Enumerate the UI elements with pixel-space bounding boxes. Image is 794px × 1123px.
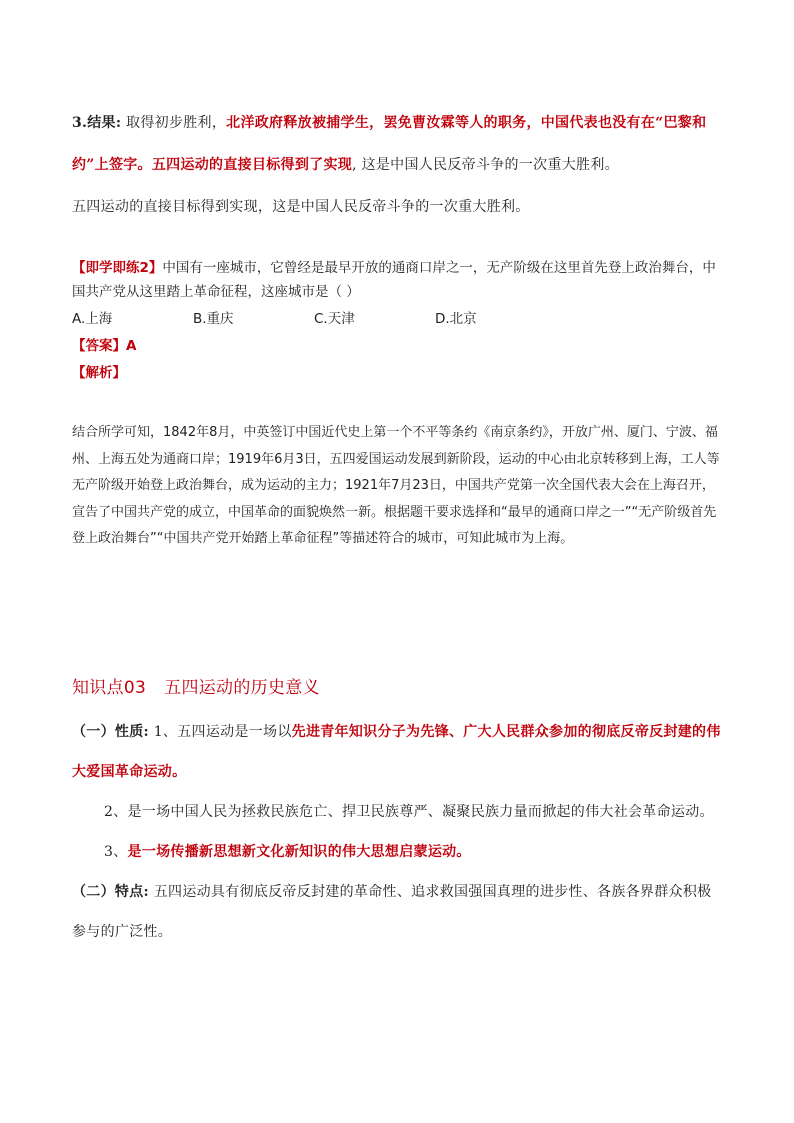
answer-tag: 【答案】 (72, 338, 126, 354)
practice-tag: 【即学即练2】 (72, 260, 163, 276)
option-a: A.上海 (72, 311, 113, 327)
nature-point-3 (72, 832, 722, 872)
option-d: D.北京 (435, 311, 477, 327)
nature-point-3-highlight: 是一场传播新思想新文化新知识的伟大思想启蒙运动。 (127, 844, 471, 860)
knowledge-point-number: 知识点03 (72, 678, 147, 698)
nature-text: 1、五四运动是一场以 (148, 724, 292, 740)
result-paragraph (72, 102, 722, 186)
practice-options (72, 307, 722, 331)
practice-question (72, 256, 722, 304)
nature-point-3-num: 3、 (104, 844, 128, 860)
result-section (72, 102, 722, 228)
trait-label: （二）特点: (72, 884, 149, 900)
answer-line (72, 334, 722, 358)
analysis-text: 结合所学可知，1842年8月，中英签订中国近代史上第一个不平等条约《南京条约》，开放广州、厦门、宁波、福州、上海五处为通商口岸；1919年6月3日，五四爱国运动发展到新阶段，运动的中心由北京转移到上海，工人等无产阶级开始登上政治舞台，成为运动的主力；1921年7月23日，中国共产党第一次全国代表大会在上海召开，宣告了中国共产党的成立，中国革命的面貌焕然一新。根据题干要求选择和“最早的通商口岸之一”“无产阶级首先登上政治舞台”“中国共产党开始踏上革命征程”等描述符合的城市，可知此城市为上海。 (72, 425, 720, 546)
analysis-tag-line (72, 361, 722, 385)
nature-label: （一）性质: (72, 724, 149, 740)
practice-question-text: 中国有一座城市，它曾经是最早开放的通商口岸之一，无产阶级在这里首先登上政治舞台，中国共产党从这里踏上革命征程，这座城市是（ ） (72, 260, 716, 300)
trait-paragraph (72, 872, 722, 952)
option-c: C.天津 (314, 311, 355, 327)
knowledge-point-heading (72, 673, 722, 698)
nature-point-2: 2、是一场中国人民为拯救民族危亡、捍卫民族尊严、凝聚民族力量而掀起的伟大社会革命运动。 (104, 804, 714, 820)
answer-value: A (126, 338, 137, 354)
nature-highlight: 先进青年知识分子为先锋、广大人民群众参加的彻底反帝反封建的伟大爱国革命运动。 (72, 724, 721, 780)
nature-paragraph (72, 712, 722, 792)
result-label: 3.结果: (72, 115, 122, 131)
analysis-section (72, 420, 722, 553)
result-highlight: 北洋政府释放被捕学生，罢免曹汝霖等人的职务，中国代表也没有在“巴黎和约”上签字。五四运动的直接目标得到了实现 (72, 115, 707, 173)
practice-section (72, 256, 722, 385)
knowledge-point-title: 五四运动的历史意义 (164, 678, 320, 698)
meaning-section (72, 712, 722, 952)
option-b: B.重庆 (193, 311, 234, 327)
trait-text: 五四运动具有彻底反帝反封建的革命性、追求救国强国真理的进步性、各族各界群众积极参与的广泛性。 (72, 884, 712, 940)
result-text-2: , 这是中国人民反帝斗争的一次重大胜利。 (352, 157, 619, 173)
result-text-1: 取得初步胜利， (121, 115, 227, 131)
result-line-2: 五四运动的直接目标得到实现，这是中国人民反帝斗争的一次重大胜利。 (72, 199, 530, 215)
analysis-tag: 【解析】 (72, 365, 126, 381)
